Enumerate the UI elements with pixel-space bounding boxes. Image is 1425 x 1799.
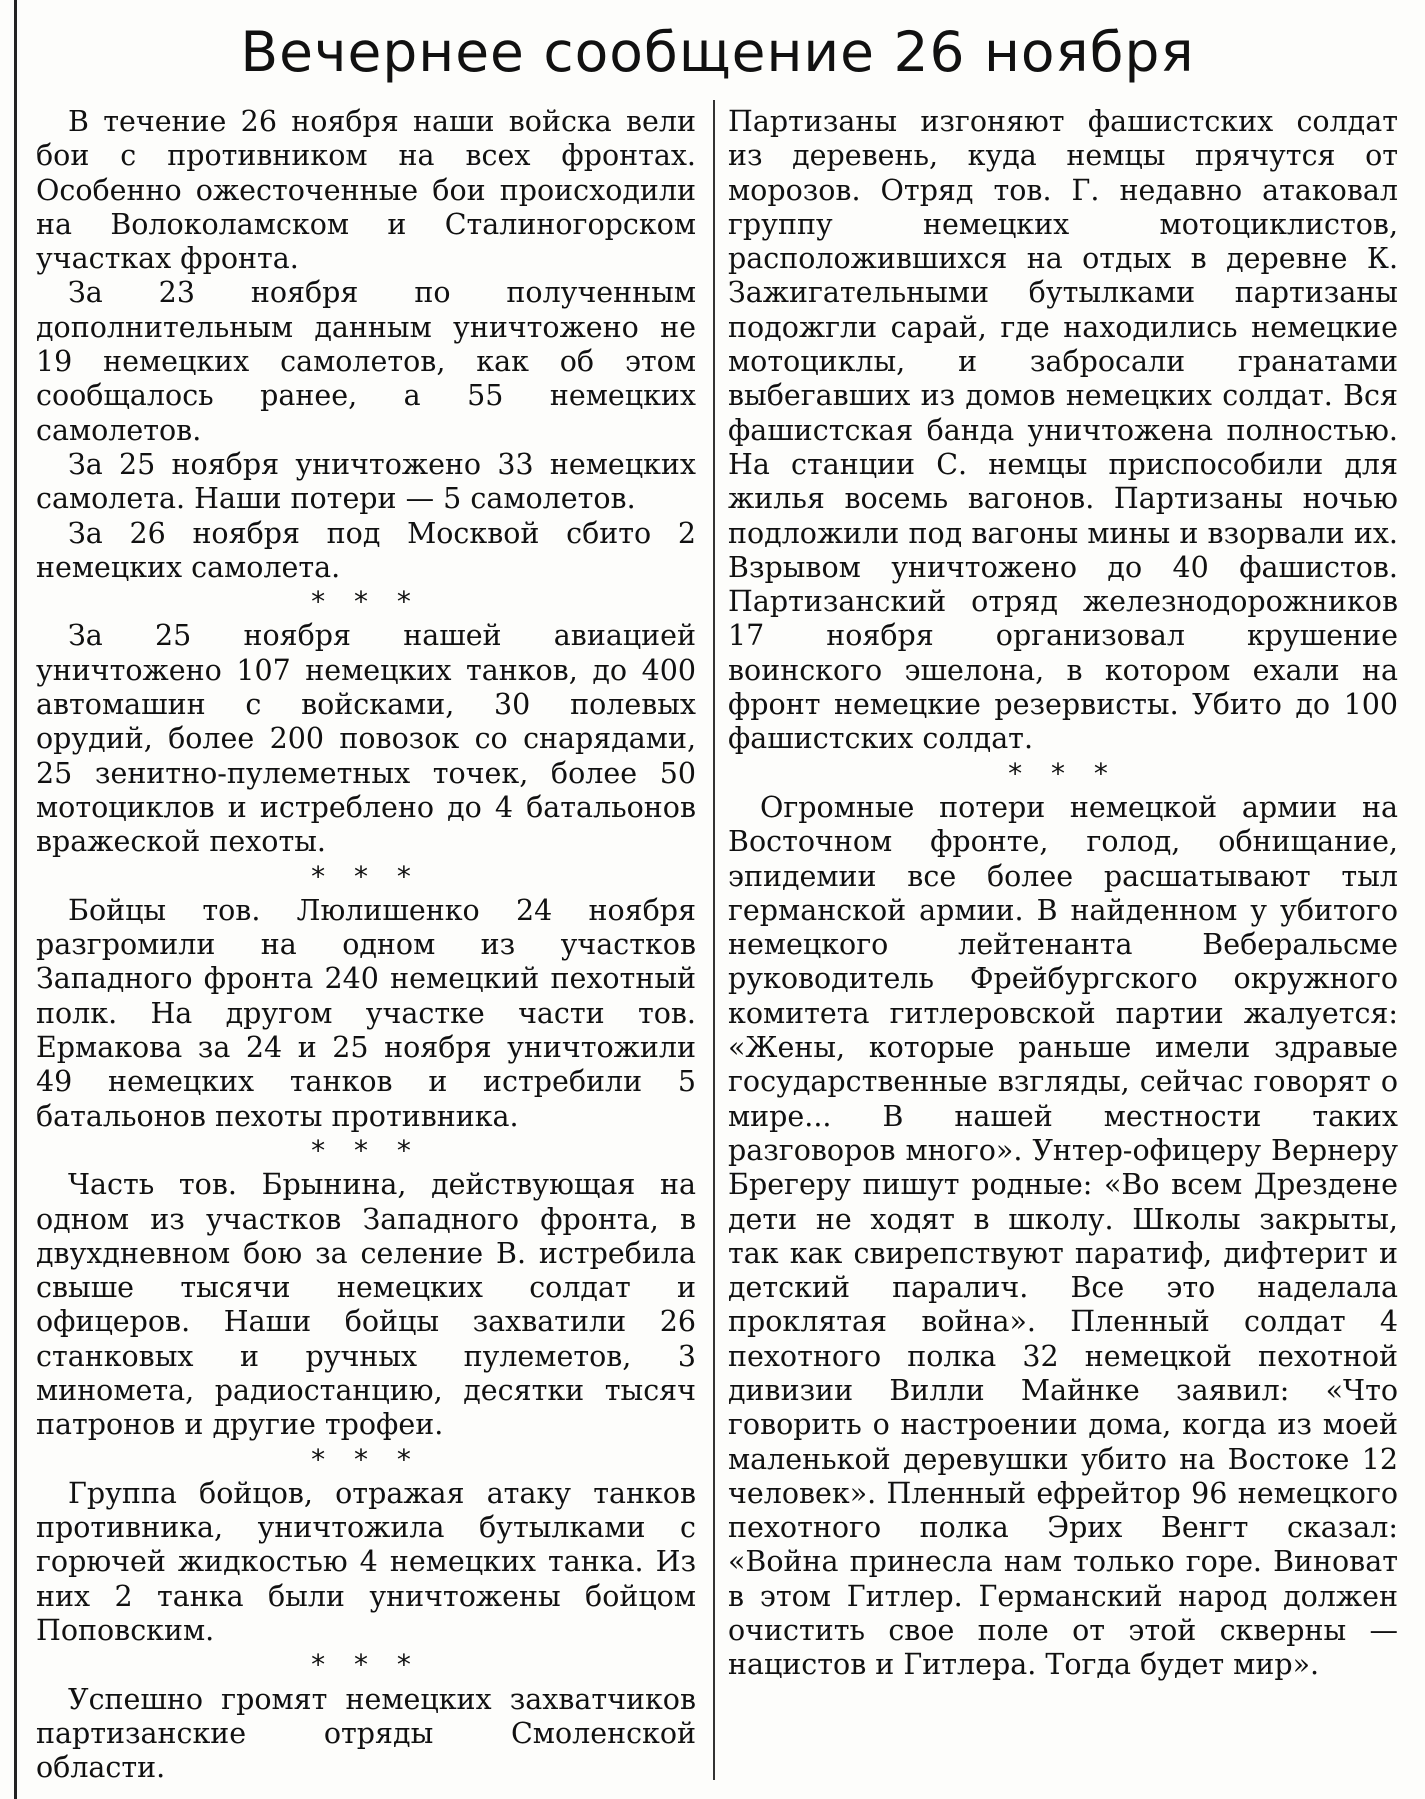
left-column: [36, 105, 696, 1786]
paragraph: Часть тов. Брынина, действующая на одном из участков Западного фронта, в двухдневном бою за селение В. истребила свыше тысячи немецких солдат и офицеров. Наши бойцы захватили 26 станковых и ручных пулеметов, 3 миномета, радиостанцию, десятки тысяч патронов и другие трофеи.: [36, 1168, 696, 1442]
section-separator: * * *: [311, 1648, 421, 1682]
paragraph: Партизаны изгоняют фашистских солдат из деревень, куда немцы прячутся от морозов. Отряд тов. Г. недавно атаковал группу немецких мотоциклистов, расположившихся на отдых в деревне К. Зажигательными бутылками партизаны подожгли сарай, где находились немецкие мотоциклы, и забросали гранатами выбегавших из домов немецких солдат. Вся фашистская банда уничтожена полностью. На станции С. немцы приспособили для жилья восемь вагонов. Партизаны ночью подложили под вагоны мины и взорвали их. Взрывом уничтожено до 40 фашистов. Партизанский отряд железнодорожников 17 ноября организовал крушение воинского эшелона, в котором ехали на фронт немецкие резервисты. Убито до 100 фашистских солдат.: [728, 105, 1398, 756]
section-separator: * * *: [311, 1133, 421, 1167]
page-edge-rule: [14, 0, 17, 1799]
page-title: Вечернее сообщение 26 ноября: [240, 20, 1195, 84]
paragraph: За 25 ноября нашей авиацией уничтожено 107 немецких танков, до 400 автомашин с войсками, 30 полевых орудий, более 200 повозок со снарядами, 25 зенитно-пулеметных точек, более 50 мотоциклов и истреблено до 4 батальонов вражеской пехоты.: [36, 619, 696, 859]
paragraph: За 25 ноября уничтожено 33 немецких самолета. Наши потери — 5 самолетов.: [36, 447, 696, 516]
paragraph: Группа бойцов, отражая атаку танков противника, уничтожила бутылками с горючей жидкостью 4 немецких танка. Из них 2 танка были уничтожены бойцом Поповским.: [36, 1476, 696, 1648]
section-separator: * * *: [311, 1442, 421, 1476]
paragraph: Успешно громят немецких захватчиков партизанские отряды Смоленской области.: [36, 1682, 696, 1785]
right-column: [728, 105, 1398, 1683]
column-divider: [713, 100, 715, 1780]
paragraph: За 26 ноября под Москвой сбито 2 немецких самолета.: [36, 516, 696, 584]
paragraph: В течение 26 ноября наши войска вели бои с противником на всех фронтах. Особенно ожесточенные бои происходили на Волоколамском и Сталиногорском участках фронта.: [36, 105, 696, 276]
paragraph: Бойцы тов. Люлишенко 24 ноября разгромили на одном из участков Западного фронта 240 немецкий пехотный полк. На другом участке части тов. Ермакова за 24 и 25 ноября уничтожили 49 немецких танков и истребили 5 батальонов пехоты противника.: [36, 893, 696, 1133]
paragraph: За 23 ноября по полученным дополнительным данным уничтожено не 19 немецких самолетов, как об этом сообщалось ранее, а 55 немецких самолетов.: [36, 276, 696, 447]
paragraph: Огромные потери немецкой армии на Восточном фронте, голод, обнищание, эпидемии все более расшатывают тыл германской армии. В найденном у убитого немецкого лейтенанта Веберальсме руководитель Фрейбургского окружного комитета гитлеровской партии жалуется: «Жены, которые раньше имели здравые государственные взгляды, сейчас говорят о мире... В нашей местности таких разговоров много». Унтер-офицеру Вернеру Брегеру пишут родные: «Во всем Дрездене дети не ходят в школу. Школы закрыты, так как свирепствуют паратиф, дифтерит и детский паралич. Все это наделала проклятая война». Пленный солдат 4 пехотного полка 32 немецкой пехотной дивизии Вилли Майнке заявил: «Что говорить о настроении дома, когда из моей маленькой деревушки убито на Востоке 12 человек». Пленный ефрейтор 96 немецкого пехотного полка Эрих Венгт сказал: «Война принесла нам только горе. Виноват в этом Гитлер. Германский народ должен очистить свое поле от этой скверны — нацистов и Гитлера. Тогда будет мир».: [728, 790, 1398, 1682]
section-separator: * * *: [311, 859, 421, 893]
section-separator: * * *: [1008, 756, 1118, 790]
section-separator: * * *: [311, 585, 421, 619]
